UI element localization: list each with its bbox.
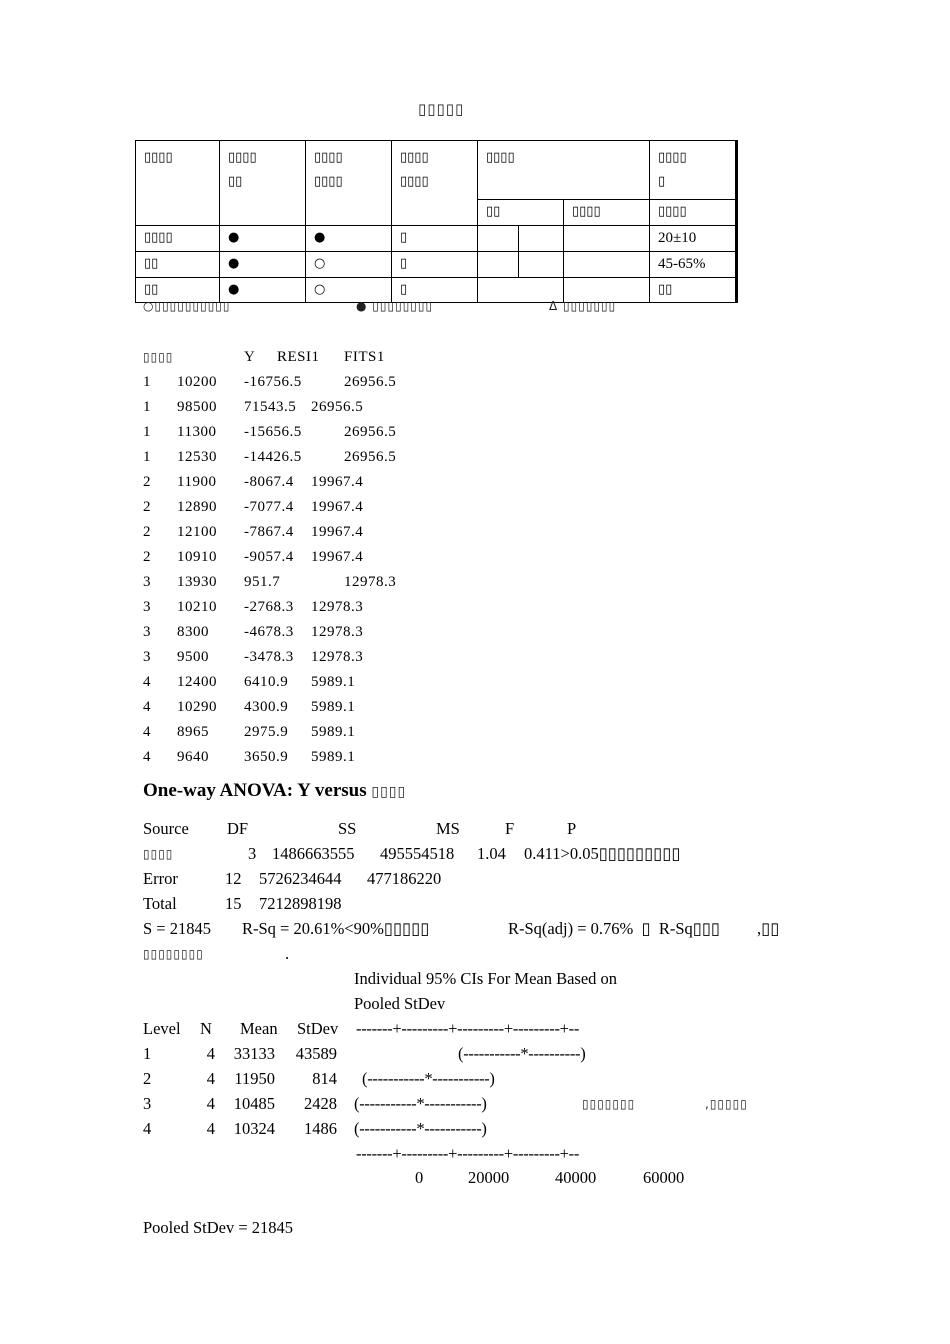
resid-fits: 5989.1 [311,724,356,740]
spec-cell: ▯ [392,226,478,252]
resid-resi: 951.7 [244,574,281,590]
resid-level: 1 [143,399,151,415]
resid-resi: 71543.5 [244,399,297,415]
spec-table [135,140,738,303]
document-title: ▯▯▯▯▯ [418,100,465,118]
factor-ms: 495554518 [380,844,455,863]
spec-cell [519,252,564,278]
resid-level: 2 [143,499,151,515]
resid-y: 12530 [177,449,217,465]
resid-header: FITS1 [344,349,385,365]
ci-interval: (-----------*-----------) [354,1094,487,1113]
resid-resi: 6410.9 [244,674,289,690]
resid-y: 98500 [177,399,217,415]
resid-y: 10200 [177,374,217,390]
level-n: 4 [206,1069,215,1088]
error-ss: 5726234644 [259,869,342,888]
resid-resi: -2768.3 [244,599,294,615]
error-ms: 477186220 [367,869,442,888]
col-df: DF [227,819,249,838]
col-ss: SS [338,819,357,838]
resid-fits: 19967.4 [311,524,364,540]
resid-y: 8965 [177,724,209,740]
resid-fits: 12978.3 [311,649,364,665]
resid-resi: -7867.4 [244,524,294,540]
resid-y: 10210 [177,599,217,615]
anova-heading [143,781,406,800]
resid-level: 3 [143,574,151,590]
col-stdev: StDev [297,1019,339,1038]
level-stdev: 1486 [304,1119,337,1138]
pooled-stdev: Pooled StDev = 21845 [143,1218,294,1237]
resid-y: 12400 [177,674,217,690]
resid-y: 9640 [177,749,209,765]
tick-label: 0 [415,1168,424,1187]
error-source: Error [143,869,178,888]
subheader-cell: ▯▯ [478,200,564,226]
ci-interval: (-----------*-----------) [362,1069,495,1088]
r-sq: R-Sq = 20.61%<90%▯▯▯▯▯ [242,919,430,938]
r-sq-tail: ,▯▯ [757,919,780,938]
level-level: 2 [143,1069,152,1088]
col-mean: Mean [240,1019,278,1038]
legend-filled-circle: ● ▯▯▯▯▯▯▯▯ [356,299,434,313]
level-stdev: 2428 [304,1094,337,1113]
level-n: 4 [206,1044,215,1063]
resid-level: 2 [143,524,151,540]
resid-fits: 12978.3 [311,599,364,615]
level-n: 4 [206,1119,215,1138]
error-df: 12 [225,869,242,888]
note-text-2: ,▯▯▯▯▯ [705,1097,748,1111]
col-f: F [505,819,515,838]
resid-level: 2 [143,474,151,490]
anova-heading-text: One-way ANOVA: Y versus [143,780,372,801]
resid-fits: 26956.5 [311,399,364,415]
resid-level: 4 [143,749,151,765]
ci-axis-bottom: -------+---------+---------+---------+-- [356,1144,580,1163]
col-n: N [200,1019,212,1038]
r-sq-adj: R-Sq(adj) = 0.76% ▯ R-Sq▯▯▯ [508,919,720,938]
total-ss: 7212898198 [259,894,342,913]
level-n: 4 [206,1094,215,1113]
level-level: 3 [143,1094,152,1113]
resid-header: Y [244,349,256,365]
resid-y: 11300 [177,424,217,440]
resid-resi: 2975.9 [244,724,289,740]
col-ms: MS [436,819,460,838]
header-cell: ▯▯▯▯ [478,141,650,200]
resid-resi: -4678.3 [244,624,294,640]
header-cell: ▯▯▯▯ ▯▯ [220,141,306,226]
spec-value [650,226,737,252]
resid-header: RESI1 [277,349,320,365]
anova-heading-cjk: ▯▯▯▯ [371,784,407,800]
resid-y: 10290 [177,699,217,715]
level-mean: 11950 [234,1069,275,1088]
resid-level: 3 [143,599,151,615]
legend-open-circle: ○▯▯▯▯▯▯▯▯▯▯ [143,299,231,313]
resid-y: 13930 [177,574,217,590]
resid-resi: 3650.9 [244,749,289,765]
resid-y: 11900 [177,474,217,490]
resid-fits: 26956.5 [344,424,397,440]
header-cell: ▯▯▯▯ ▯▯▯▯ [306,141,392,226]
spec-cell [564,226,650,252]
spec-cell: ○ [306,278,392,303]
spec-value-text: ▯▯ [658,282,673,297]
spec-cell: ● [220,278,306,303]
col-p: P [567,819,577,838]
spec-row [136,226,737,252]
spec-value-text: 45-65% [658,256,706,272]
factor-p: 0.411>0.05▯▯▯▯▯▯▯▯▯ [524,844,681,863]
resid-resi: -3478.3 [244,649,294,665]
level-mean: 33133 [233,1044,275,1063]
resid-y: 8300 [177,624,209,640]
level-level: 4 [143,1119,152,1138]
spec-cell: ▯▯ [136,252,220,278]
resid-resi: -8067.4 [244,474,294,490]
legend-triangle: Δ ▯▯▯▯▯▯▯ [549,299,617,313]
subheader-cell: ▯▯▯▯ [650,200,737,226]
resid-y: 10910 [177,549,217,565]
spec-cell [519,226,564,252]
spec-cell: ▯ [392,278,478,303]
spec-cell [478,226,519,252]
factor-source: ▯▯▯▯ [143,847,174,861]
resid-y: 9500 [177,649,209,665]
level-stdev: 814 [312,1069,337,1088]
spec-cell: ○ [306,252,392,278]
spec-cell [478,252,519,278]
spec-value [650,252,737,278]
spec-cell [564,252,650,278]
resid-level: 1 [143,424,151,440]
resid-resi: -14426.5 [244,449,302,465]
resid-fits: 26956.5 [344,449,397,465]
level-mean: 10485 [233,1094,275,1113]
resid-resi: -15656.5 [244,424,302,440]
total-df: 15 [225,894,242,913]
spec-cell: ▯ [392,252,478,278]
level-stdev: 43589 [295,1044,337,1063]
resid-y: 12100 [177,524,217,540]
resid-header: ▯▯▯▯ [143,350,174,364]
subheader-cell: ▯▯▯▯ [564,200,650,226]
spec-cell: ● [220,252,306,278]
total-source: Total [143,894,177,913]
resid-fits: 5989.1 [311,749,356,765]
level-mean: 10324 [233,1119,275,1138]
spec-cell: ▯▯▯▯ [136,226,220,252]
resid-fits: 26956.5 [344,374,397,390]
tick-label: 60000 [643,1168,685,1187]
col-level: Level [143,1019,181,1038]
col-source: Source [143,819,189,838]
note-text: ▯▯▯▯▯▯▯ [582,1097,636,1111]
factor-df: 3 [248,844,257,863]
resid-resi: -7077.4 [244,499,294,515]
resid-level: 3 [143,624,151,640]
resid-level: 2 [143,549,151,565]
tick-label: 40000 [555,1168,597,1187]
resid-level: 4 [143,674,151,690]
tick-label: 20000 [468,1168,510,1187]
resid-level: 3 [143,649,151,665]
ci-interval: (-----------*----------) [458,1044,586,1063]
resid-fits: 19967.4 [311,474,364,490]
ci-interval: (-----------*-----------) [354,1119,487,1138]
resid-fits: 5989.1 [311,699,356,715]
spec-cell: ● [220,226,306,252]
spec-cell: ● [306,226,392,252]
factor-f: 1.04 [477,844,506,863]
resid-level: 1 [143,374,151,390]
resid-fits: 12978.3 [311,624,364,640]
spec-value [650,278,737,303]
resid-level: 1 [143,449,151,465]
ci-axis-top: -------+---------+---------+---------+-- [356,1019,580,1038]
level-level: 1 [143,1044,152,1063]
resid-fits: 12978.3 [344,574,397,590]
ci-title-2: Pooled StDev [354,994,446,1013]
s-value: S = 21845 [143,919,211,938]
resid-resi: -16756.5 [244,374,302,390]
factor-ss: 1486663555 [272,844,355,863]
header-cell: ▯▯▯▯ ▯▯▯▯ [392,141,478,226]
spec-row [136,252,737,278]
ci-title: Individual 95% CIs For Mean Based on [354,969,618,988]
resid-resi: -9057.4 [244,549,294,565]
resid-fits: 19967.4 [311,549,364,565]
resid-level: 4 [143,699,151,715]
resid-y: 12890 [177,499,217,515]
comment-line: ▯▯▯▯▯▯▯▯ [143,947,204,961]
resid-fits: 19967.4 [311,499,364,515]
resid-level: 4 [143,724,151,740]
resid-resi: 4300.9 [244,699,289,715]
header-cell: ▯▯▯▯ ▯ [650,141,737,200]
resid-fits: 5989.1 [311,674,356,690]
comment-dot: . [285,944,290,963]
spec-cell: ▯▯ [136,278,220,303]
spec-value-text: 20±10 [658,230,697,246]
header-cell: ▯▯▯▯ [136,141,220,226]
